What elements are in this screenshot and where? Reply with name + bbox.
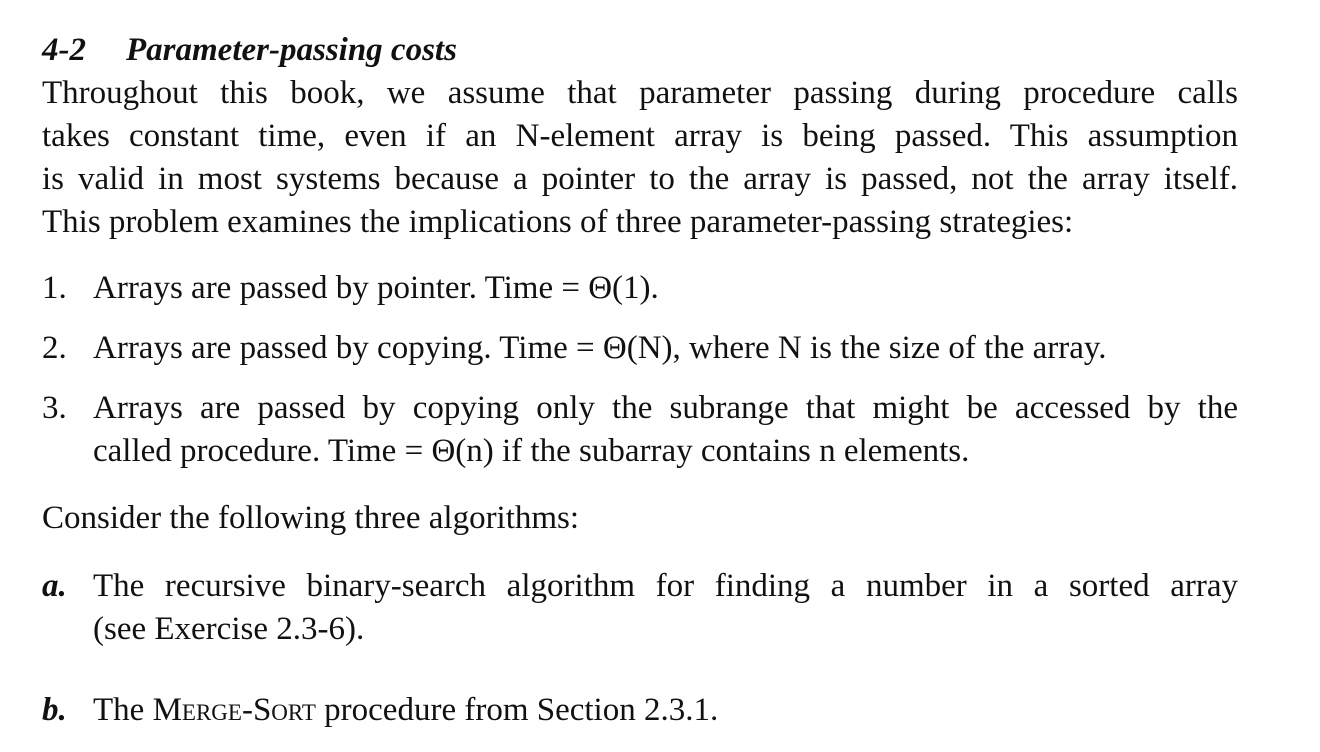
intro-paragraph	[42, 72, 1238, 244]
strategy-text: Arrays are passed by pointer. Time = Θ(1).	[93, 270, 659, 306]
algorithm-marker: a.	[42, 568, 67, 604]
intro-line: is valid in most systems because a pointer to the array is passed, not the array itself.	[42, 161, 1238, 197]
problem-number: 4-2	[42, 32, 86, 68]
strategy-text: called procedure. Time = Θ(n) if the subarray contains n elements.	[93, 433, 970, 469]
algorithm-item	[42, 689, 1238, 732]
strategy-text: Arrays are passed by copying. Time = Θ(N), where N is the size of the array.	[93, 330, 1107, 366]
problem-heading	[42, 28, 1238, 72]
strategy-item	[42, 327, 1238, 370]
consider-text: Consider the following three algorithms:	[42, 500, 580, 536]
problem-page	[42, 24, 1238, 732]
algorithm-item	[42, 565, 1238, 651]
algorithm-text-after: procedure from Section 2.3.1.	[315, 692, 719, 728]
intro-line: takes constant time, even if an N-element array is being passed. This assumption	[42, 118, 1238, 154]
strategy-list	[42, 267, 1238, 473]
algorithm-list	[42, 565, 1238, 732]
problem-title: Parameter-passing costs	[126, 32, 457, 68]
intro-line: Throughout this book, we assume that parameter passing during procedure calls	[42, 75, 1238, 111]
strategy-marker: 2.	[42, 330, 67, 366]
algorithm-text: (see Exercise 2.3-6).	[93, 611, 365, 647]
strategy-item	[42, 267, 1238, 310]
strategy-marker: 1.	[42, 270, 67, 306]
algorithm-text: The recursive binary-search algorithm for finding a number in a sorted array	[93, 568, 1238, 604]
strategy-marker: 3.	[42, 390, 67, 426]
strategy-item	[42, 387, 1238, 473]
strategy-text: Arrays are passed by copying only the subrange that might be accessed by the	[93, 390, 1238, 426]
algorithm-text	[93, 689, 1238, 732]
procedure-name: Merge-Sort	[152, 692, 316, 728]
algorithm-text-before: The	[93, 692, 153, 728]
algorithm-marker: b.	[42, 692, 67, 728]
intro-line: This problem examines the implications of three parameter-passing strategies:	[42, 204, 1074, 240]
